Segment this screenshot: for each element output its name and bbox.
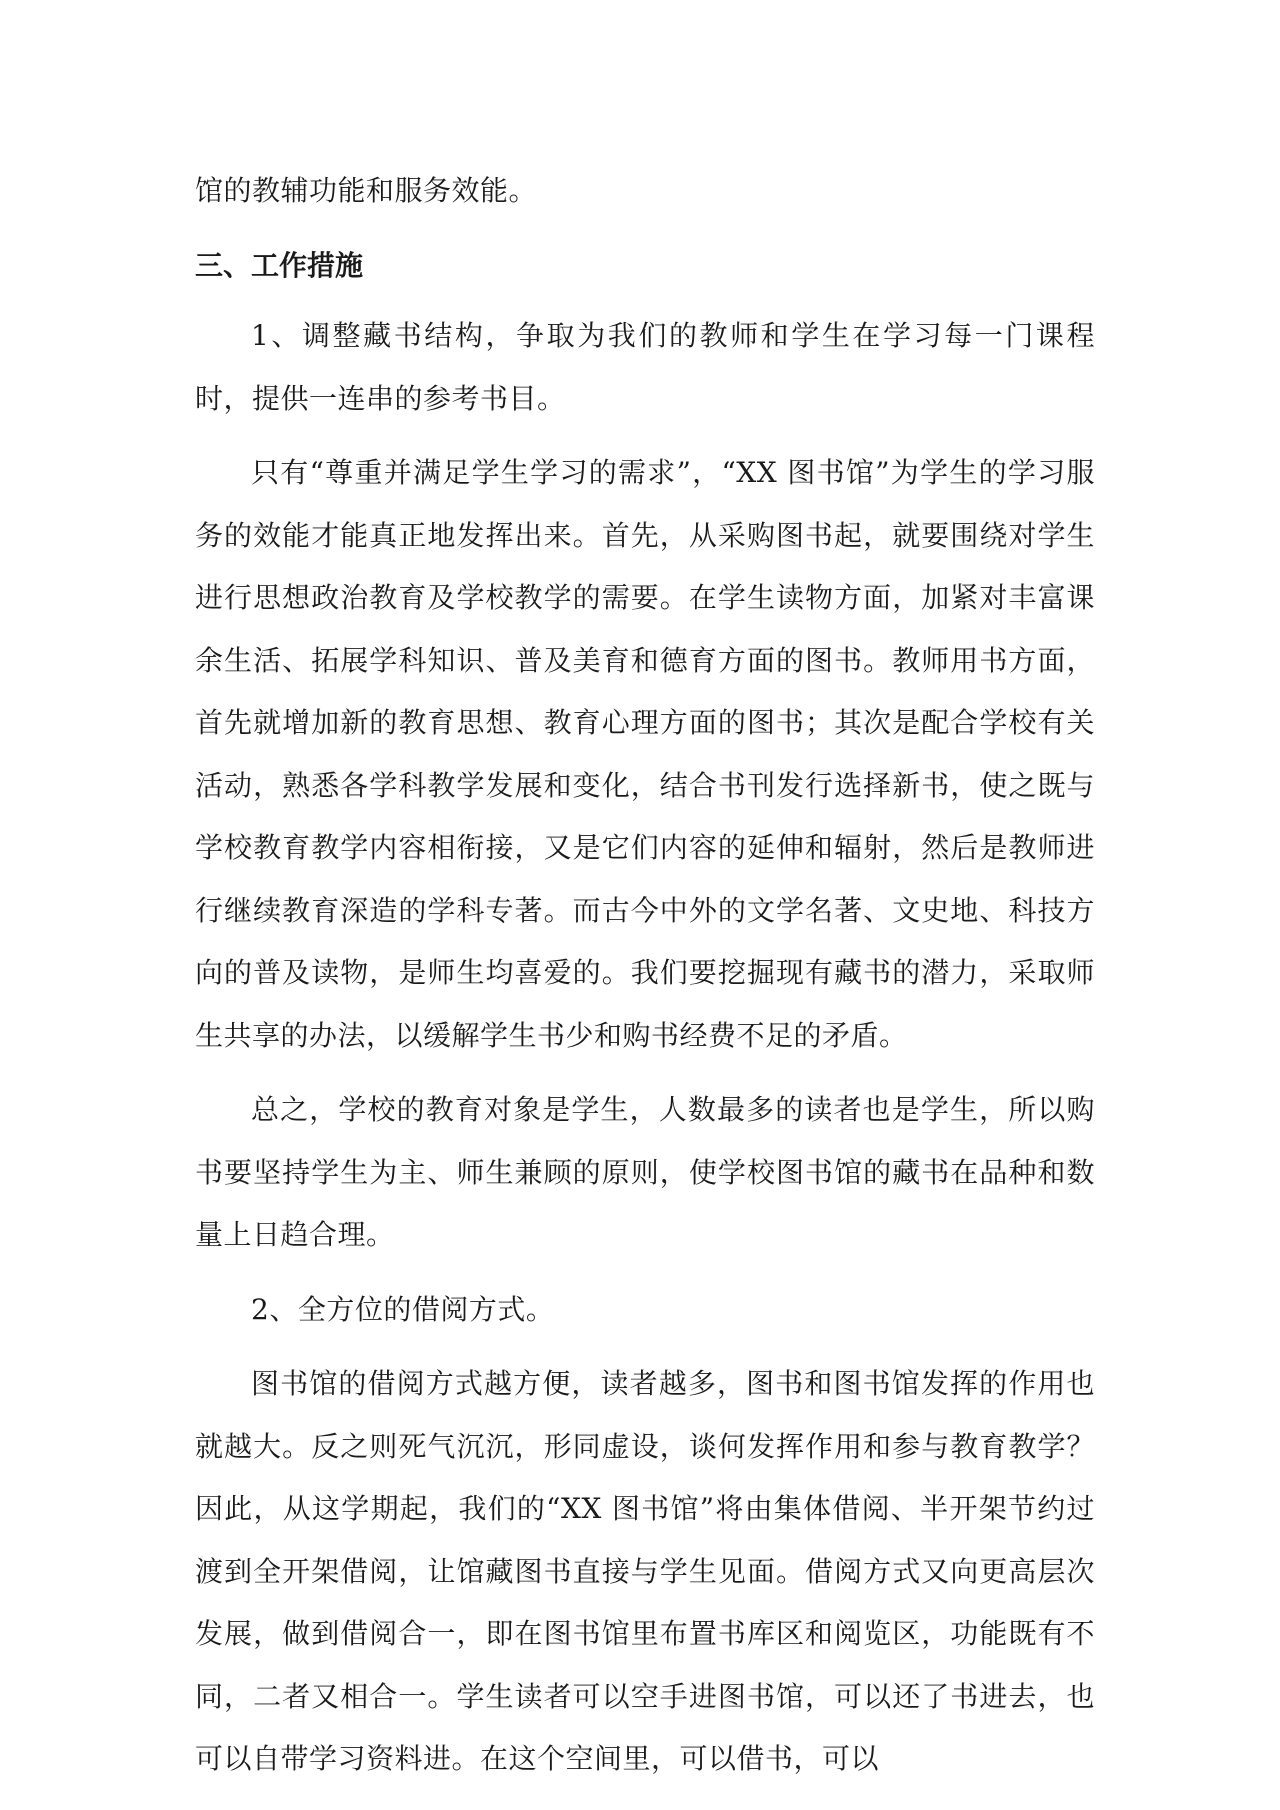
document-body bbox=[195, 160, 1095, 1791]
paragraph-body: 图书馆的借阅方式越方便，读者越多，图书和图书馆发挥的作用也就越大。反之则死气沉沉，形同虚设，谈何发挥作用和参与教育教学？因此，从这学期起，我们的“XX 图书馆”将由集体借阅、半开架节约过渡到全开架借阅，让馆藏图书直接与学生见面。借阅方式又向更高层次发展，做到借阅合一，即在图书馆里布置书库区和阅览区，功能既有不同，二者又相合一。学生读者可以空手进图书馆，可以还了书进去，也可以自带学习资料进。在这个空间里，可以借书，可以 bbox=[195, 1367, 1095, 1775]
paragraph-measure-2: 2、全方位的借阅方式。 bbox=[251, 1292, 555, 1326]
section-heading: 三、工作措施 bbox=[195, 248, 364, 282]
paragraph-continuation: 馆的教辅功能和服务效能。 bbox=[195, 174, 538, 207]
paragraph-measure-1: 1、调整藏书结构，争取为我们的教师和学生在学习每一门课程时，提供一连串的参考书目。 bbox=[195, 319, 1095, 415]
paragraph-summary: 总之，学校的教育对象是学生，人数最多的读者也是学生，所以购书要坚持学生为主、师生兼顾的原则，使学校图书馆的藏书在品种和数量上日趋合理。 bbox=[195, 1093, 1095, 1251]
paragraph-body: 只有“尊重并满足学生学习的需求”，“XX 图书馆”为学生的学习服务的效能才能真正地发挥出来。首先，从采购图书起，就要围绕对学生进行思想政治教育及学校教学的需要。在学生读物方面，加紧对丰富课余生活、拓展学科知识、普及美育和德育方面的图书。教师用书方面，首先就增加新的教育思想、教育心理方面的图书；其次是配合学校有关活动，熟悉各学科教学发展和变化，结合书刊发行选择新书，使之既与学校教育教学内容相衔接，又是它们内容的延伸和辐射，然后是教师进行继续教育深造的学科专著。而古今中外的文学名著、文史地、科技方向的普及读物，是师生均喜爱的。我们要挖掘现有藏书的潜力，采取师生共享的办法，以缓解学生书少和购书经费不足的矛盾。 bbox=[195, 456, 1095, 1052]
